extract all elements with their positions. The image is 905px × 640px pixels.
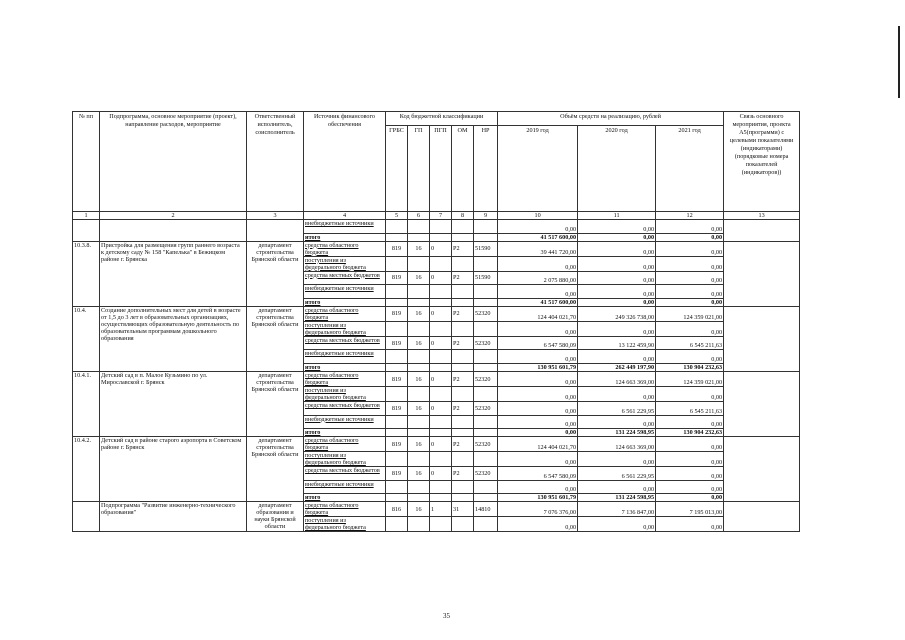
row-grbs: 819 <box>386 241 408 256</box>
row-value-2020: 0,00 <box>578 285 656 299</box>
row-source: поступления из федерального бюджета <box>304 452 386 467</box>
row-value-2020: 0,00 <box>578 415 656 429</box>
row-number: 10.4. <box>73 306 100 371</box>
row-om <box>452 517 474 532</box>
row-source: итого <box>304 494 386 502</box>
row-om <box>452 494 474 502</box>
row-om <box>452 321 474 336</box>
row-value-2019: 0,00 <box>498 285 578 299</box>
row-source: итого <box>304 363 386 371</box>
row-pgp <box>430 415 452 429</box>
row-np <box>474 429 498 437</box>
row-name: Создание дополнительных мест для детей в возрасте от 1,5 до 3 лет в образовательных организациях, осуществляющих образовательную деятельность по образовательным программам дошкольного образования <box>100 306 247 371</box>
row-grbs: 819 <box>386 467 408 481</box>
column-number: 4 <box>304 212 386 220</box>
row-pgp <box>430 452 452 467</box>
row-value-2019: 0,00 <box>498 220 578 234</box>
row-responsible: департамент строительства Брянской области <box>247 306 304 371</box>
page-number: 35 <box>443 612 450 620</box>
table-body <box>73 220 800 532</box>
row-pgp <box>430 321 452 336</box>
row-value-2020: 0,00 <box>578 220 656 234</box>
row-number: 10.4.2. <box>73 437 100 502</box>
row-gp: 16 <box>408 502 430 517</box>
row-value-2020: 0,00 <box>578 350 656 364</box>
row-om: P2 <box>452 271 474 285</box>
row-gp: 16 <box>408 336 430 350</box>
row-om: P2 <box>452 336 474 350</box>
row-pgp: 0 <box>430 336 452 350</box>
row-source: средства областного бюджета <box>304 502 386 517</box>
row-value-2021: 0,00 <box>656 233 724 241</box>
row-value-2020: 131 224 598,95 <box>578 494 656 502</box>
row-np <box>474 387 498 402</box>
row-om <box>452 452 474 467</box>
row-link <box>724 437 800 502</box>
row-np <box>474 452 498 467</box>
row-value-2021: 130 904 232,63 <box>656 429 724 437</box>
row-value-2020: 0,00 <box>578 298 656 306</box>
row-value-2020: 0,00 <box>578 271 656 285</box>
row-source: итого <box>304 298 386 306</box>
row-value-2019: 0,00 <box>498 517 578 532</box>
row-value-2019: 39 441 720,00 <box>498 241 578 256</box>
row-value-2020: 249 326 738,00 <box>578 306 656 321</box>
row-om: P2 <box>452 467 474 481</box>
row-value-2019: 0,00 <box>498 429 578 437</box>
row-pgp <box>430 429 452 437</box>
row-np: 52320 <box>474 437 498 452</box>
row-np <box>474 256 498 271</box>
row-om <box>452 429 474 437</box>
row-value-2020: 124 663 369,00 <box>578 437 656 452</box>
row-value-2021: 7 195 013,00 <box>656 502 724 517</box>
column-number: 12 <box>656 212 724 220</box>
row-om <box>452 233 474 241</box>
row-np <box>474 363 498 371</box>
header-source: Источник финансового обеспечения <box>304 112 386 212</box>
row-grbs <box>386 298 408 306</box>
row-pgp <box>430 350 452 364</box>
row-source: поступления из федерального бюджета <box>304 517 386 532</box>
row-gp <box>408 494 430 502</box>
row-grbs <box>386 387 408 402</box>
row-source: средства областного бюджета <box>304 241 386 256</box>
row-value-2020: 262 449 197,90 <box>578 363 656 371</box>
row-np <box>474 233 498 241</box>
row-np: 52320 <box>474 336 498 350</box>
row-value-2020: 131 224 598,95 <box>578 429 656 437</box>
column-number: 13 <box>724 212 800 220</box>
row-np: 52320 <box>474 467 498 481</box>
row-value-2019: 124 404 021,70 <box>498 306 578 321</box>
row-source: поступления из федерального бюджета <box>304 256 386 271</box>
row-grbs: 819 <box>386 372 408 387</box>
row-source: итого <box>304 233 386 241</box>
row-source: поступления из федерального бюджета <box>304 387 386 402</box>
row-source: средства областного бюджета <box>304 372 386 387</box>
margin-mark <box>898 26 900 98</box>
row-grbs <box>386 256 408 271</box>
header-volume: Объём средств на реализацию, рублей <box>498 112 724 126</box>
header-link: Связь основного мероприятия, проекта А5(программи) с целевыми показателями (индикаторами) (порядковые номера показателей (индикаторов)) <box>724 112 800 212</box>
row-grbs: 819 <box>386 402 408 416</box>
table-row <box>73 220 800 234</box>
row-gp: 16 <box>408 306 430 321</box>
row-gp <box>408 452 430 467</box>
column-number: 10 <box>498 212 578 220</box>
header-2020: 2020 год <box>578 126 656 212</box>
header-2021: 2021 год <box>656 126 724 212</box>
column-number: 1 <box>73 212 100 220</box>
row-value-2020: 0,00 <box>578 321 656 336</box>
row-value-2021: 0,00 <box>656 298 724 306</box>
row-gp: 16 <box>408 402 430 416</box>
row-responsible: департамент образования и науки Брянской области <box>247 502 304 532</box>
row-value-2019: 6 547 580,09 <box>498 336 578 350</box>
row-value-2021: 0,00 <box>656 415 724 429</box>
row-np <box>474 517 498 532</box>
row-pgp: 0 <box>430 437 452 452</box>
row-number: 10.4.1. <box>73 372 100 437</box>
row-grbs <box>386 321 408 336</box>
row-value-2021: 6 545 211,63 <box>656 336 724 350</box>
column-number: 6 <box>408 212 430 220</box>
row-link <box>724 372 800 437</box>
row-name: Детский сад в районе старого аэропорта в Советском районе г. Брянск <box>100 437 247 502</box>
row-pgp <box>430 480 452 494</box>
row-grbs <box>386 285 408 299</box>
row-gp <box>408 517 430 532</box>
row-value-2020: 0,00 <box>578 241 656 256</box>
row-gp <box>408 350 430 364</box>
row-gp <box>408 387 430 402</box>
row-om: 31 <box>452 502 474 517</box>
row-grbs <box>386 494 408 502</box>
row-value-2021: 0,00 <box>656 452 724 467</box>
row-grbs <box>386 480 408 494</box>
table-row <box>73 437 800 452</box>
row-gp: 16 <box>408 467 430 481</box>
row-grbs <box>386 452 408 467</box>
row-value-2019: 0,00 <box>498 415 578 429</box>
row-value-2021: 0,00 <box>656 387 724 402</box>
budget-table <box>72 111 800 532</box>
row-om <box>452 285 474 299</box>
row-grbs <box>386 517 408 532</box>
row-np <box>474 298 498 306</box>
budget-table-wrap <box>72 111 794 532</box>
row-np: 52320 <box>474 306 498 321</box>
row-responsible: департамент строительства Брянской области <box>247 241 304 306</box>
row-source: средства местных бюджетов <box>304 336 386 350</box>
row-gp: 16 <box>408 372 430 387</box>
row-number <box>73 502 100 532</box>
row-value-2021: 130 904 232,63 <box>656 363 724 371</box>
row-value-2021: 0,00 <box>656 480 724 494</box>
row-gp <box>408 285 430 299</box>
row-value-2019: 2 075 880,00 <box>498 271 578 285</box>
row-np <box>474 415 498 429</box>
row-np <box>474 350 498 364</box>
row-pgp: 0 <box>430 241 452 256</box>
row-value-2019: 0,00 <box>498 402 578 416</box>
row-value-2019: 6 547 580,09 <box>498 467 578 481</box>
row-om <box>452 480 474 494</box>
row-np: 14810 <box>474 502 498 517</box>
header-om: ОМ <box>452 126 474 212</box>
row-pgp: 0 <box>430 306 452 321</box>
row-value-2021: 0,00 <box>656 241 724 256</box>
row-source: средства областного бюджета <box>304 437 386 452</box>
row-link <box>724 241 800 306</box>
row-gp <box>408 480 430 494</box>
row-name: Детский сад в п. Малое Кузьмино по ул. Мирославской г. Брянск <box>100 372 247 437</box>
row-value-2021: 0,00 <box>656 437 724 452</box>
header-2019: 2019 год <box>498 126 578 212</box>
row-gp: 16 <box>408 241 430 256</box>
row-link <box>724 306 800 371</box>
row-gp <box>408 220 430 234</box>
row-om <box>452 387 474 402</box>
row-om <box>452 415 474 429</box>
row-value-2020: 0,00 <box>578 387 656 402</box>
row-grbs: 816 <box>386 502 408 517</box>
row-value-2019: 0,00 <box>498 480 578 494</box>
row-pgp <box>430 233 452 241</box>
row-number: 10.3.8. <box>73 241 100 306</box>
row-source: средства местных бюджетов <box>304 402 386 416</box>
row-value-2019: 0,00 <box>498 350 578 364</box>
header-name: Подпрограмма, основное мероприятие (проект), направление расходов, мероприятие <box>100 112 247 212</box>
table-row <box>73 241 800 256</box>
row-pgp: 0 <box>430 271 452 285</box>
row-om <box>452 256 474 271</box>
row-name: Пристройка для размещения групп раннего возраста к детскому саду № 158 "Капелька" в Бежицком районе г. Брянска <box>100 241 247 306</box>
row-om: P2 <box>452 241 474 256</box>
row-source: средства местных бюджетов <box>304 467 386 481</box>
row-grbs <box>386 233 408 241</box>
row-value-2019: 0,00 <box>498 321 578 336</box>
row-om: P2 <box>452 402 474 416</box>
row-gp <box>408 429 430 437</box>
row-source: внебюджетные источники <box>304 285 386 299</box>
row-source: внебюджетные источники <box>304 480 386 494</box>
row-value-2021: 6 545 211,63 <box>656 402 724 416</box>
row-value-2021: 124 359 021,00 <box>656 306 724 321</box>
table-row <box>73 372 800 387</box>
row-grbs <box>386 415 408 429</box>
header-pgp: ПГП <box>430 126 452 212</box>
column-number: 8 <box>452 212 474 220</box>
row-grbs <box>386 220 408 234</box>
row-value-2020: 124 663 369,00 <box>578 372 656 387</box>
row-gp <box>408 233 430 241</box>
row-gp <box>408 415 430 429</box>
row-grbs: 819 <box>386 437 408 452</box>
row-pgp <box>430 387 452 402</box>
row-source: внебюджетные источники <box>304 415 386 429</box>
row-source: внебюджетные источники <box>304 220 386 234</box>
row-grbs: 819 <box>386 336 408 350</box>
row-value-2021: 0,00 <box>656 321 724 336</box>
row-value-2019: 0,00 <box>498 256 578 271</box>
row-value-2021: 0,00 <box>656 220 724 234</box>
row-om: P2 <box>452 306 474 321</box>
row-np <box>474 321 498 336</box>
header-kbk: Код бюджетной классификации <box>386 112 498 126</box>
row-value-2021: 0,00 <box>656 517 724 532</box>
row-np: 52320 <box>474 402 498 416</box>
row-name <box>100 220 247 242</box>
row-np: 51590 <box>474 271 498 285</box>
row-pgp <box>430 494 452 502</box>
row-gp <box>408 256 430 271</box>
row-value-2019: 130 951 601,79 <box>498 363 578 371</box>
row-pgp: 0 <box>430 372 452 387</box>
header-grbs: ГРБС <box>386 126 408 212</box>
row-grbs: 819 <box>386 271 408 285</box>
row-source: средства областного бюджета <box>304 306 386 321</box>
row-value-2021: 0,00 <box>656 467 724 481</box>
row-np <box>474 220 498 234</box>
row-gp: 16 <box>408 271 430 285</box>
row-value-2020: 0,00 <box>578 233 656 241</box>
row-value-2020: 0,00 <box>578 452 656 467</box>
table-row <box>73 502 800 517</box>
row-pgp <box>430 220 452 234</box>
row-grbs <box>386 350 408 364</box>
row-value-2019: 7 076 376,00 <box>498 502 578 517</box>
row-value-2020: 13 122 459,90 <box>578 336 656 350</box>
row-pgp: 1 <box>430 502 452 517</box>
row-pgp <box>430 517 452 532</box>
row-pgp <box>430 298 452 306</box>
row-value-2021: 0,00 <box>656 350 724 364</box>
column-number: 11 <box>578 212 656 220</box>
column-number: 3 <box>247 212 304 220</box>
row-value-2021: 0,00 <box>656 285 724 299</box>
column-numbers-row <box>73 212 800 220</box>
row-value-2019: 130 951 601,79 <box>498 494 578 502</box>
table-row <box>73 306 800 321</box>
row-pgp <box>430 256 452 271</box>
row-value-2019: 0,00 <box>498 387 578 402</box>
row-responsible: департамент строительства Брянской области <box>247 437 304 502</box>
row-pgp <box>430 363 452 371</box>
row-value-2019: 124 404 021,70 <box>498 437 578 452</box>
row-value-2021: 0,00 <box>656 256 724 271</box>
row-grbs: 819 <box>386 306 408 321</box>
row-grbs <box>386 363 408 371</box>
row-source: средства местных бюджетов <box>304 271 386 285</box>
row-om <box>452 350 474 364</box>
row-source: внебюджетные источники <box>304 350 386 364</box>
row-value-2019: 41 517 600,00 <box>498 298 578 306</box>
row-om: P2 <box>452 372 474 387</box>
row-gp <box>408 321 430 336</box>
column-number: 9 <box>474 212 498 220</box>
row-om <box>452 363 474 371</box>
row-value-2020: 7 136 847,00 <box>578 502 656 517</box>
row-om <box>452 220 474 234</box>
row-pgp <box>430 285 452 299</box>
header-responsible: Ответственный исполнитель, соисполнитель <box>247 112 304 212</box>
row-pgp: 0 <box>430 467 452 481</box>
row-name: Подпрограмма "Развитие инженерно-технического образования" <box>100 502 247 532</box>
row-source: итого <box>304 429 386 437</box>
row-value-2019: 41 517 600,00 <box>498 233 578 241</box>
row-om <box>452 298 474 306</box>
row-gp <box>408 298 430 306</box>
row-gp: 16 <box>408 437 430 452</box>
row-om: P2 <box>452 437 474 452</box>
row-responsible <box>247 220 304 242</box>
row-value-2019: 0,00 <box>498 372 578 387</box>
row-responsible: департамент строительства Брянской области <box>247 372 304 437</box>
row-value-2020: 6 561 229,95 <box>578 402 656 416</box>
row-value-2020: 6 561 229,95 <box>578 467 656 481</box>
column-number: 7 <box>430 212 452 220</box>
row-value-2019: 0,00 <box>498 452 578 467</box>
row-value-2021: 0,00 <box>656 271 724 285</box>
column-number: 5 <box>386 212 408 220</box>
row-np: 51590 <box>474 241 498 256</box>
row-grbs <box>386 429 408 437</box>
row-np <box>474 494 498 502</box>
row-value-2021: 124 359 021,00 <box>656 372 724 387</box>
row-np <box>474 480 498 494</box>
header-gp: ГП <box>408 126 430 212</box>
row-value-2020: 0,00 <box>578 480 656 494</box>
row-value-2020: 0,00 <box>578 256 656 271</box>
row-link <box>724 220 800 242</box>
row-np <box>474 285 498 299</box>
row-value-2020: 0,00 <box>578 517 656 532</box>
row-link <box>724 502 800 532</box>
row-value-2021: 0,00 <box>656 494 724 502</box>
column-number: 2 <box>100 212 247 220</box>
header-np: НР <box>474 126 498 212</box>
row-gp <box>408 363 430 371</box>
row-number <box>73 220 100 242</box>
header-no: № пп <box>73 112 100 212</box>
row-np: 52320 <box>474 372 498 387</box>
row-pgp: 0 <box>430 402 452 416</box>
row-source: поступления из федерального бюджета <box>304 321 386 336</box>
